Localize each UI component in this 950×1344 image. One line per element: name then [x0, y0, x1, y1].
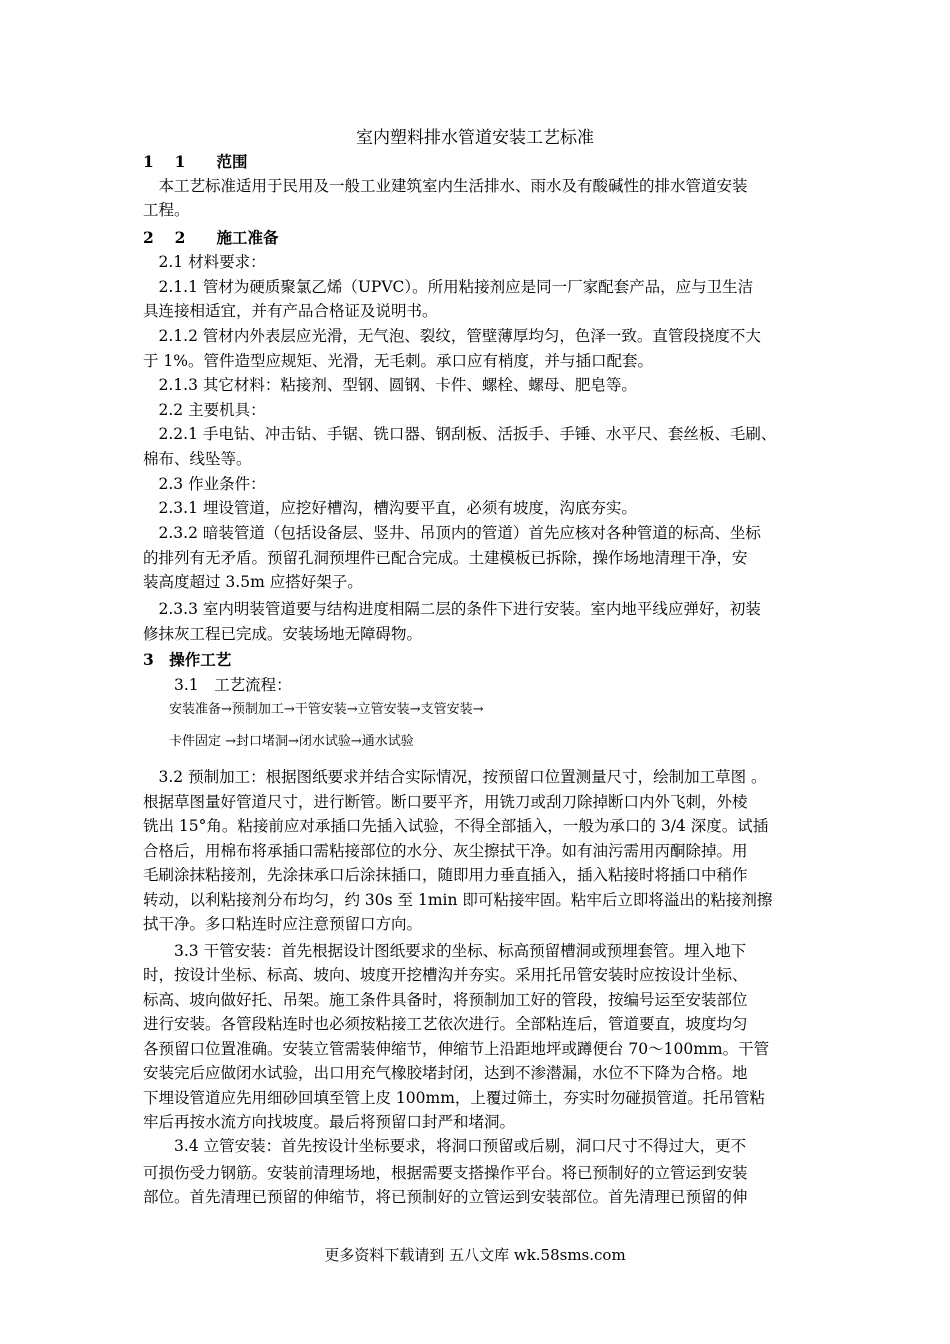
section-heading-2: 2 2 施工准备	[143, 228, 279, 247]
paragraph-line: 2.1.3 其它材料：粘接剂、型钢、圆钢、卡件、螺栓、螺母、肥皂等。	[143, 376, 637, 394]
paragraph-line: 毛刷涂抹粘接剂，先涂抹承口后涂抹插口，随即用力垂直插入，插入粘接时将插口中稍作	[143, 866, 748, 884]
process-flow-line: 安装准备→预制加工→干管安装→立管安装→支管安装→	[143, 702, 484, 717]
paragraph-line: 修抹灰工程已完成。安装场地无障碍物。	[143, 625, 423, 643]
paragraph-line: 部位。首先清理已预留的伸缩节，将已预制好的立管运到安装部位。首先清理已预留的伸	[143, 1188, 748, 1206]
paragraph-line: 时，按设计坐标、标高、坡向、坡度开挖槽沟并夯实。采用托吊管安装时应按设计坐标、	[143, 966, 748, 984]
paragraph-line: 安装完后应做闭水试验，出口用充气橡胶堵封闭，达到不渗潜漏，水位不下降为合格。地	[143, 1064, 748, 1082]
document-title: 室内塑料排水管道安装工艺标准	[356, 128, 594, 148]
section-heading-3: 3 操作工艺	[143, 650, 232, 669]
footer-link-text[interactable]: 更多资料下载请到 五八文库 wk.58sms.com	[324, 1246, 626, 1264]
paragraph-line: 2.3.1 埋设管道，应挖好槽沟，槽沟要平直，必须有坡度，沟底夯实。	[143, 499, 637, 517]
paragraph-line: 转动，以利粘接剂分布均匀，约 30s 至 1min 即可粘接牢固。粘牢后立即将溢出的粘接剂擦	[143, 891, 773, 909]
paragraph-line: 具连接相适宜，并有产品合格证及说明书。	[143, 302, 438, 320]
paragraph-line: 3.1 工艺流程：	[143, 676, 292, 694]
paragraph-line: 铣出 15°角。粘接前应对承插口先插入试验，不得全部插入，一般为承口的 3/4 深度。试插	[143, 817, 769, 835]
paragraph-line: 牢后再按水流方向找坡度。最后将预留口封严和堵洞。	[143, 1113, 516, 1131]
paragraph-line: 2.1.2 管材内外表层应光滑，无气泡、裂纹，管壁薄厚均匀，色泽一致。直管段挠度不大	[143, 327, 761, 345]
paragraph-line: 2.3 作业条件：	[143, 475, 266, 493]
paragraph-line: 进行安装。各管段粘连时也必须按粘接工艺依次进行。全部粘连后，管道要直，坡度均匀	[143, 1015, 748, 1033]
paragraph-line: 根据草图量好管道尺寸，进行断管。断口要平齐，用铣刀或刮刀除掉断口内外飞刺，外棱	[143, 793, 748, 811]
paragraph-line: 3.4 立管安装：首先按设计坐标要求，将洞口预留或后剔，洞口尺寸不得过大，更不	[143, 1137, 747, 1155]
paragraph-line: 标高、坡向做好托、吊架。施工条件具备时，将预制加工好的管段，按编号运至安装部位	[143, 991, 748, 1009]
paragraph-line: 于 1%。管件造型应规矩、光滑，无毛刺。承口应有梢度，并与插口配套。	[143, 352, 654, 370]
paragraph-line: 各预留口位置准确。安装立管需装伸缩节，伸缩节上沿距地坪或蹲便台 70～100mm。干管	[143, 1040, 770, 1058]
section-heading-1: 1 1 范围	[143, 152, 248, 171]
paragraph-line: 装高度超过 3.5m 应搭好架子。	[143, 573, 363, 591]
paragraph-line: 3.3 干管安装：首先根据设计图纸要求的坐标、标高预留槽洞或预埋套管。埋入地下	[143, 942, 747, 960]
paragraph-line: 2.1 材料要求：	[143, 253, 266, 271]
paragraph-line: 拭干净。多口粘连时应注意预留口方向。	[143, 915, 423, 933]
paragraph-line: 下埋设管道应先用细砂回填至管上皮 100mm，上覆过筛土，夯实时勿碰损管道。托吊管粘	[143, 1089, 765, 1107]
paragraph-line: 的排列有无矛盾。预留孔洞预埋件已配合完成。土建模板已拆除，操作场地清理干净，安	[143, 549, 748, 567]
paragraph-line: 可损伤受力钢筋。安装前清理场地，根据需要支搭操作平台。将已预制好的立管运到安装	[143, 1164, 748, 1182]
paragraph-line: 棉布、线坠等。	[143, 450, 252, 468]
paragraph-line: 本工艺标准适用于民用及一般工业建筑室内生活排水、雨水及有酸碱性的排水管道安装	[143, 177, 748, 195]
paragraph-line: 2.3.2 暗装管道（包括设备层、竖井、吊顶内的管道）首先应核对各种管道的标高、坐标	[143, 524, 761, 542]
paragraph-line: 2.2 主要机具：	[143, 401, 266, 419]
paragraph-line: 工程。	[143, 201, 190, 219]
paragraph-line: 2.1.1 管材为硬质聚氯乙烯（UPVC）。所用粘接剂应是同一厂家配套产品，应与卫生洁	[143, 278, 754, 296]
paragraph-line: 3.2 预制加工：根据图纸要求并结合实际情况，按预留口位置测量尺寸，绘制加工草图 。	[143, 768, 767, 786]
paragraph-line: 2.3.3 室内明装管道要与结构进度相隔二层的条件下进行安装。室内地平线应弹好，初装	[143, 600, 761, 618]
process-flow-line: 卡件固定 →封口堵洞→闭水试验→通水试验	[143, 734, 414, 749]
paragraph-line: 2.2.1 手电钻、冲击钻、手锯、铣口器、钢刮板、活扳手、手锤、水平尺、套丝板、毛刷、	[143, 425, 777, 443]
paragraph-line: 合格后，用棉布将承插口需粘接部位的水分、灰尘擦拭干净。如有油污需用丙酮除掉。用	[143, 842, 748, 860]
